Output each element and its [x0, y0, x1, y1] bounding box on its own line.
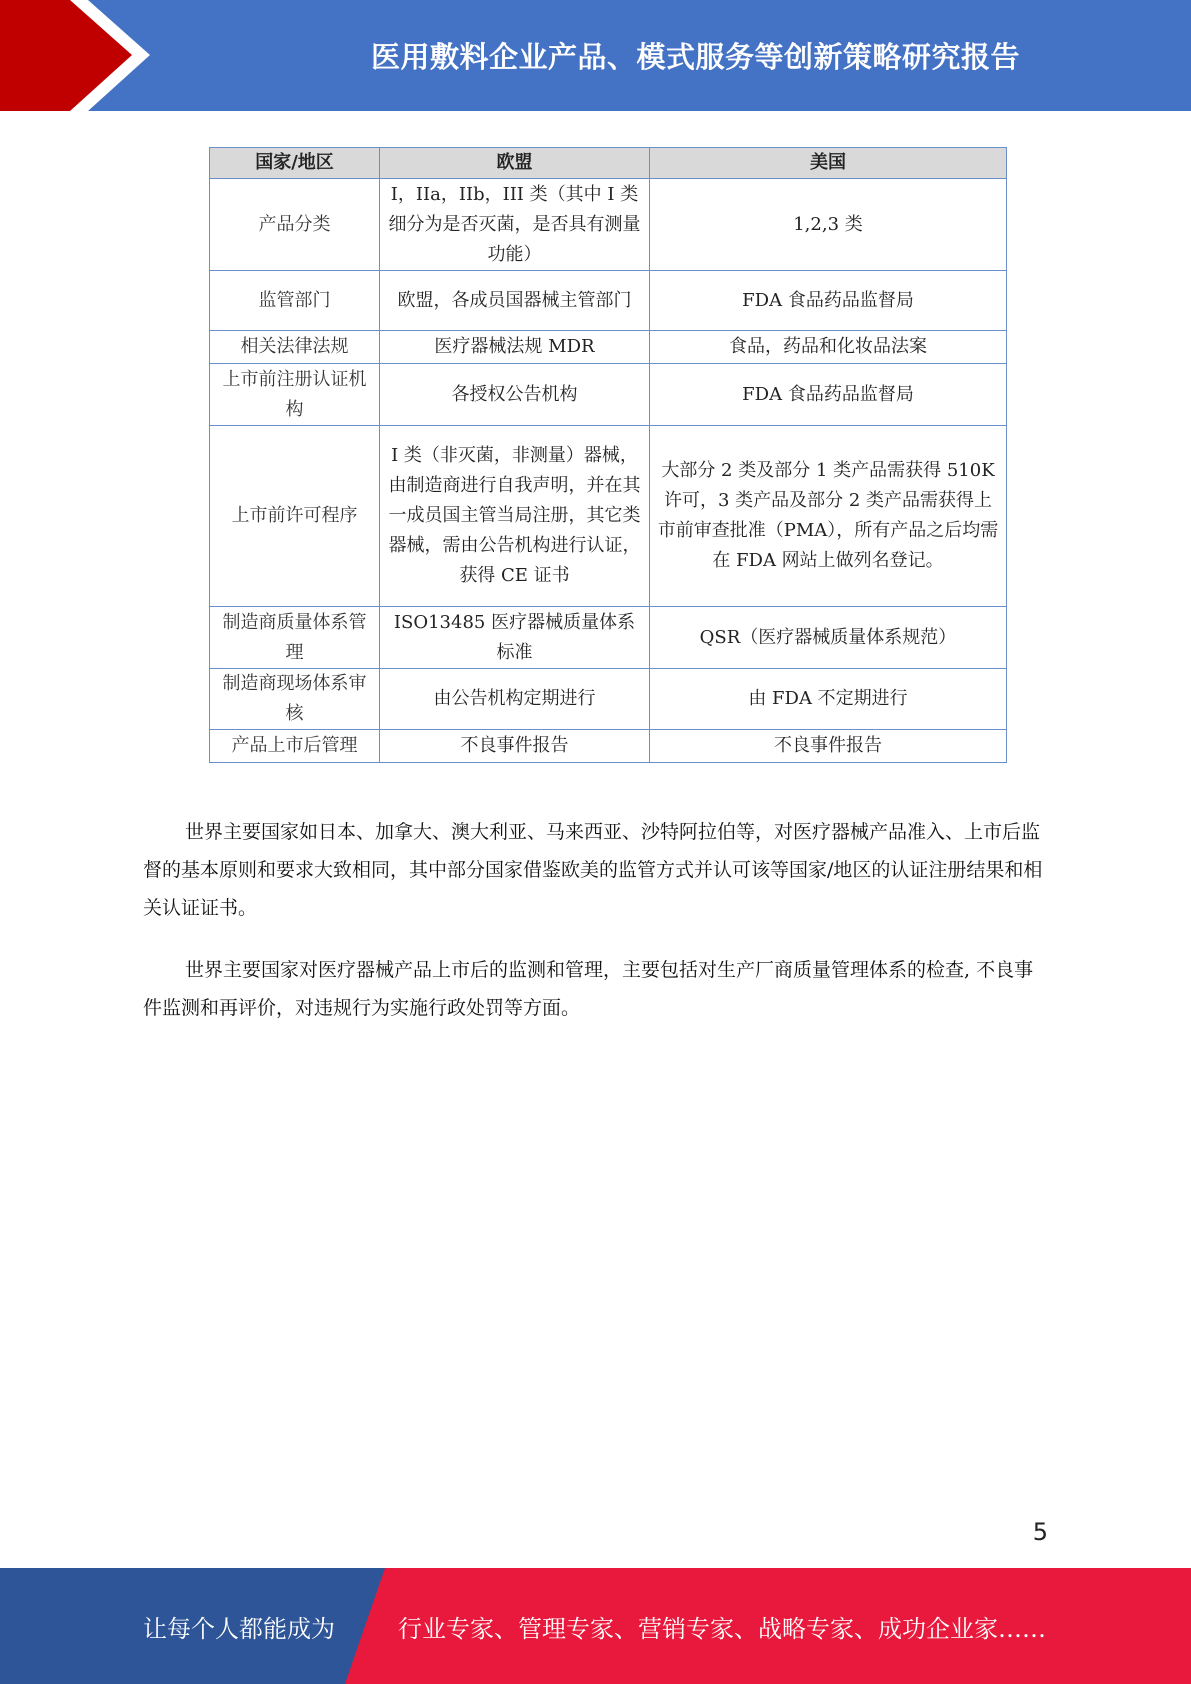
us-cell: FDA 食品药品监督局: [650, 271, 1007, 331]
body-paragraph: 世界主要国家对医疗器械产品上市后的监测和管理，主要包括对生产厂商质量管理体系的检查, 不良事件监测和再评价，对违规行为实施行政处罚等方面。: [143, 959, 1034, 1019]
header-region: 国家/地区: [210, 148, 380, 179]
table-row: [210, 364, 1007, 426]
us-cell: 不良事件报告: [650, 730, 1007, 763]
header-eu: 欧盟: [380, 148, 650, 179]
table-header-row: [210, 148, 1007, 179]
table-row: [210, 179, 1007, 271]
row-label: 相关法律法规: [210, 331, 380, 364]
table-row: [210, 607, 1007, 669]
row-label: 制造商现场体系审核: [210, 669, 380, 730]
row-label: 上市前注册认证机构: [210, 364, 380, 426]
table-row: [210, 271, 1007, 331]
document-title: 医用敷料企业产品、模式服务等创新策略研究报告: [370, 40, 1020, 74]
header-banner: [0, 0, 1191, 111]
us-cell: 食品，药品和化妆品法案: [650, 331, 1007, 364]
eu-cell: 由公告机构定期进行: [380, 669, 650, 730]
footer-slogan-right: 行业专家、管理专家、营销专家、战略专家、成功企业家……: [398, 1614, 1046, 1643]
us-cell: 1,2,3 类: [650, 179, 1007, 271]
eu-cell: 不良事件报告: [380, 730, 650, 763]
us-cell: QSR（医疗器械质量体系规范）: [650, 607, 1007, 669]
header-us: 美国: [650, 148, 1007, 179]
eu-cell: I，IIa，IIb，III 类（其中 I 类细分为是否灭菌，是否具有测量功能）: [380, 179, 650, 271]
row-label: 监管部门: [210, 271, 380, 331]
us-cell: 由 FDA 不定期进行: [650, 669, 1007, 730]
footer-banner: [0, 1568, 1191, 1684]
regulation-comparison-table: [209, 147, 1007, 763]
table-row: [210, 331, 1007, 364]
eu-cell: I 类（非灭菌，非测量）器械，由制造商进行自我声明，并在其一成员国主管当局注册，其它类器械，需由公告机构进行认证，获得 CE 证书: [380, 426, 650, 607]
table-row: [210, 426, 1007, 607]
row-label: 上市前许可程序: [210, 426, 380, 607]
page-number: 5: [1032, 1518, 1048, 1546]
body-paragraph: 世界主要国家如日本、加拿大、澳大利亚、马来西亚、沙特阿拉伯等，对医疗器械产品准入、上市后监督的基本原则和要求大致相同，其中部分国家借鉴欧美的监管方式并认可该等国家/地区的认证注册结果和相关认证证书。: [143, 821, 1043, 919]
table-row: [210, 730, 1007, 763]
table-row: [210, 669, 1007, 730]
eu-cell: ISO13485 医疗器械质量体系标准: [380, 607, 650, 669]
eu-cell: 医疗器械法规 MDR: [380, 331, 650, 364]
eu-cell: 欧盟，各成员国器械主管部门: [380, 271, 650, 331]
row-label: 制造商质量体系管理: [210, 607, 380, 669]
footer-slogan-left: 让每个人都能成为: [143, 1614, 335, 1643]
row-label: 产品上市后管理: [210, 730, 380, 763]
us-cell: FDA 食品药品监督局: [650, 364, 1007, 426]
row-label: 产品分类: [210, 179, 380, 271]
eu-cell: 各授权公告机构: [380, 364, 650, 426]
us-cell: 大部分 2 类及部分 1 类产品需获得 510K 许可，3 类产品及部分 2 类产品需获得上市前审查批准（PMA），所有产品之后均需在 FDA 网站上做列名登记。: [650, 426, 1007, 607]
